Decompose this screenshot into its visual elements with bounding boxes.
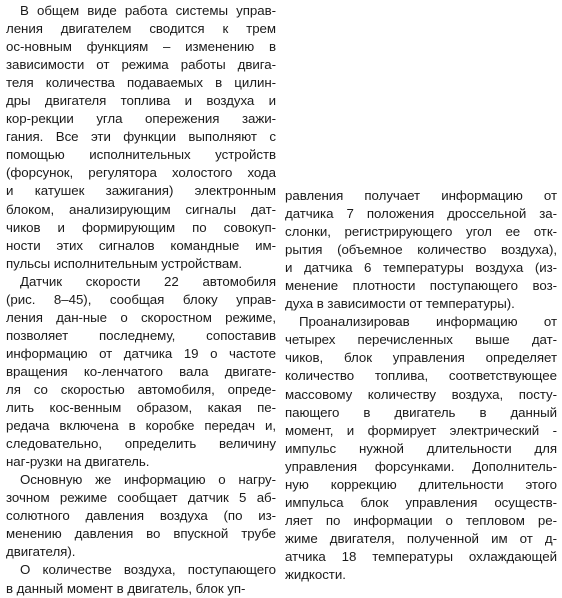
text-line: в данный момент в двигатель, блок уп-	[6, 580, 246, 596]
text-line: ления дан-ные о скоростном режиме,	[6, 309, 276, 325]
text-line: духа в зависимости от температуры).	[285, 296, 515, 312]
text-line: количество топлива, соответствующее	[285, 368, 557, 384]
text-line: ности этих сигналов командные им-	[6, 237, 276, 253]
text-line: массовому количеству воздуха, посту-	[285, 386, 557, 402]
text-line: управления форсунками. Дополнитель-	[285, 458, 557, 474]
left-text-column	[6, 2, 276, 598]
text-line: теля количества подаваемых в цилин-	[6, 75, 276, 91]
text-line: зочном режиме сообщает датчик 5 аб-	[6, 490, 276, 506]
text-line: менению давления во впускной трубе	[6, 526, 276, 542]
text-line: импульса блок управления осуществ-	[285, 494, 557, 510]
text-line: солютного давления воздуха (по из-	[6, 508, 276, 524]
text-line: наг-рузки на двигатель.	[6, 454, 150, 470]
text-line: и датчика 6 температуры воздуха (из-	[285, 260, 557, 276]
text-line: вращения ко-ленчатого вала двигате-	[6, 363, 276, 379]
text-line: (рис. 8–45), сообщая блоку управ-	[6, 291, 276, 307]
text-line: чиков и формирующим по совокуп-	[6, 219, 276, 235]
text-line: редача включена в коробке передач и,	[6, 418, 276, 434]
text-line: жидкости.	[285, 566, 346, 582]
text-line: момент, и формирует электрический -	[285, 422, 557, 438]
text-line: ную коррекцию длительности этого	[285, 476, 557, 492]
text-line: двигателя).	[6, 544, 76, 560]
text-line: ляет по информации о тепловом ре-	[285, 512, 557, 528]
text-line: датчика 7 положения дроссельной за-	[285, 206, 557, 222]
text-line: Проанализировав информацию от	[299, 314, 557, 330]
text-line: информацию от датчика 19 о частоте	[6, 345, 276, 361]
text-line: пающего в двигатель в данный	[285, 404, 557, 420]
text-line: кор-рекции угла опережения зажи-	[6, 111, 276, 127]
text-line: помощью исполнительных устройств	[6, 147, 276, 163]
right-text-column	[285, 187, 557, 584]
text-line: зависимости от режима работы двига-	[6, 57, 276, 73]
text-line: гания. Все эти функции выполняют с	[6, 129, 276, 145]
text-line: атчика 18 температуры охлаждающей	[285, 548, 557, 564]
text-line: равления получает информацию от	[285, 188, 557, 203]
text-line: следовательно, определить величину	[6, 436, 276, 452]
text-line: Датчик скорости 22 автомобиля	[20, 273, 276, 289]
text-line: пульсы исполнительным устройствам.	[6, 255, 243, 271]
text-line: лить кос-венным образом, какая пе-	[6, 400, 276, 416]
text-line: блоком, анализирующим сигналы дат-	[6, 201, 276, 217]
text-line: жиме двигателя, полученной им от д-	[285, 530, 557, 546]
text-line: чиков, блок управления определяет	[285, 350, 557, 366]
text-line: менение плотности поступающего воз-	[285, 278, 557, 294]
text-line: Основную же информацию о нагру-	[20, 472, 276, 488]
text-line: О количестве воздуха, поступающего	[20, 562, 276, 578]
text-line: ления двигателем сводится к трем	[6, 21, 276, 37]
text-line: слонки, регистрирующего угол ее отк-	[285, 224, 557, 240]
text-line: В общем виде работа системы управ-	[20, 3, 276, 18]
text-line: импульс нужной длительности для	[285, 440, 557, 456]
text-line: (форсунок, регулятора холостого хода	[6, 165, 276, 181]
text-line: рытия (объемное количество воздуха),	[285, 242, 557, 258]
text-line: четырех перечисленных выше дат-	[285, 332, 557, 348]
text-line: ос-новным функциям – изменению в	[6, 39, 276, 55]
text-line: позволяет последнему, сопоставив	[6, 327, 276, 343]
text-line: ля со скоростью автомобиля, опреде-	[6, 381, 276, 397]
text-line: и катушек зажигания) электронным	[6, 183, 276, 199]
text-line: дры двигателя топлива и воздуха и	[6, 93, 276, 109]
